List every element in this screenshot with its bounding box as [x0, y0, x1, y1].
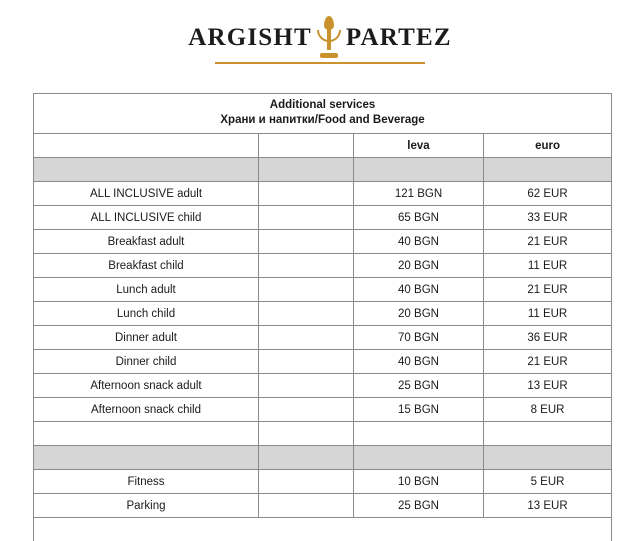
row-label: ALL INCLUSIVE child	[34, 206, 259, 230]
row-label: Dinner child	[34, 350, 259, 374]
header-blank	[259, 134, 354, 158]
logo-underline	[215, 62, 425, 64]
table-row	[34, 398, 612, 422]
row-label: Breakfast adult	[34, 230, 259, 254]
table-title-line2: Храни и напитки/Food and Beverage	[34, 113, 611, 128]
row-euro: 21 EUR	[484, 350, 612, 374]
row-euro: 11 EUR	[484, 302, 612, 326]
row-blank	[259, 470, 354, 494]
table-row	[34, 494, 612, 518]
row-blank	[259, 326, 354, 350]
separator-band-top	[34, 158, 612, 182]
row-label: ALL INCLUSIVE adult	[34, 182, 259, 206]
row-blank	[259, 350, 354, 374]
row-euro: 33 EUR	[484, 206, 612, 230]
goblet-flame-icon	[316, 16, 342, 60]
header-euro: euro	[484, 134, 612, 158]
table-row	[34, 302, 612, 326]
brand-logo	[0, 16, 640, 64]
brand-word-right: PARTEZ	[346, 24, 452, 52]
separator-band-bottom	[34, 446, 612, 470]
row-euro: 11 EUR	[484, 254, 612, 278]
row-leva: 15 BGN	[354, 398, 484, 422]
row-leva: 25 BGN	[354, 374, 484, 398]
brand-word-left: ARGISHT	[188, 24, 312, 52]
row-euro: 13 EUR	[484, 374, 612, 398]
row-label: Parking	[34, 494, 259, 518]
table-row	[34, 254, 612, 278]
row-label: Lunch child	[34, 302, 259, 326]
row-blank	[259, 254, 354, 278]
row-leva: 20 BGN	[354, 254, 484, 278]
row-leva: 121 BGN	[354, 182, 484, 206]
row-leva: 40 BGN	[354, 350, 484, 374]
row-euro: 13 EUR	[484, 494, 612, 518]
table-row	[34, 278, 612, 302]
price-table-container	[33, 93, 611, 541]
row-blank	[259, 206, 354, 230]
table-row	[34, 206, 612, 230]
table-row	[34, 374, 612, 398]
row-euro: 21 EUR	[484, 278, 612, 302]
row-leva: 20 BGN	[354, 302, 484, 326]
table-title-row	[34, 94, 612, 134]
trailing-row	[34, 518, 612, 541]
spacer-row	[34, 422, 612, 446]
table-row	[34, 182, 612, 206]
row-label: Fitness	[34, 470, 259, 494]
row-blank	[259, 302, 354, 326]
row-euro: 8 EUR	[484, 398, 612, 422]
row-blank	[259, 494, 354, 518]
row-blank	[259, 398, 354, 422]
table-title-cell	[34, 94, 612, 134]
table-title-line1: Additional services	[34, 98, 611, 113]
table-row	[34, 470, 612, 494]
row-blank	[259, 278, 354, 302]
row-leva: 10 BGN	[354, 470, 484, 494]
table-row	[34, 230, 612, 254]
row-leva: 70 BGN	[354, 326, 484, 350]
table-row	[34, 326, 612, 350]
row-euro: 62 EUR	[484, 182, 612, 206]
table-row	[34, 350, 612, 374]
row-leva: 25 BGN	[354, 494, 484, 518]
row-blank	[259, 230, 354, 254]
row-label: Afternoon snack adult	[34, 374, 259, 398]
row-label: Lunch adult	[34, 278, 259, 302]
row-euro: 5 EUR	[484, 470, 612, 494]
row-euro: 21 EUR	[484, 230, 612, 254]
header-leva: leva	[354, 134, 484, 158]
table-header-row	[34, 134, 612, 158]
price-table	[33, 93, 612, 541]
row-label: Afternoon snack child	[34, 398, 259, 422]
row-blank	[259, 374, 354, 398]
row-leva: 40 BGN	[354, 230, 484, 254]
row-blank	[259, 182, 354, 206]
header-name	[34, 134, 259, 158]
row-label: Breakfast child	[34, 254, 259, 278]
row-euro: 36 EUR	[484, 326, 612, 350]
logo-row	[188, 16, 452, 60]
row-leva: 40 BGN	[354, 278, 484, 302]
row-label: Dinner adult	[34, 326, 259, 350]
row-leva: 65 BGN	[354, 206, 484, 230]
